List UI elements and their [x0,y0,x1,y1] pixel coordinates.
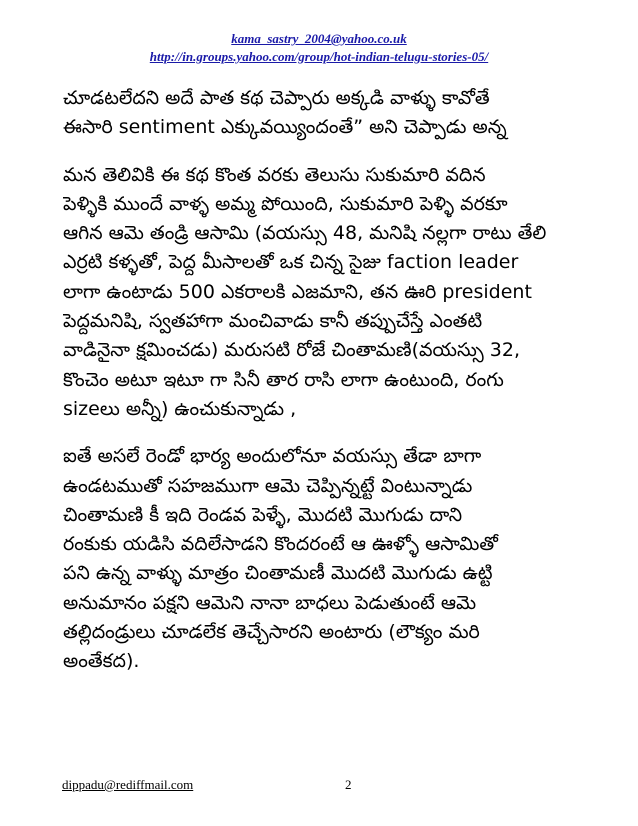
text-line: మన తెలివికి ఈ కథ కొంత వరకు తెలుసు సుకుమారి వదిన [63,163,486,186]
text-line: పెద్దమనిషి, స్వతహాగా మంచివాడు కానీ తప్పుచేస్తే ఎంతటి [63,310,483,333]
paragraph [63,442,603,676]
paragraph [63,84,603,143]
text-line: ఉండటముతో సహజముగా ఆమె చెప్పిన్నట్టే వింటున్నాడు [63,474,473,497]
text-line: లాగా ఉంటాడు 500 ఎకరాలకి ఎజమాని, తన ఊరి president [63,280,532,303]
text-line: ఐతే అసలే రెండో భార్య అందులోనూ వయస్సు తేడా బాగా [63,445,482,468]
paragraph [63,161,603,425]
page-number: 2 [345,777,352,792]
text-line: పెళ్ళికి ముందే వాళ్ళ అమ్మ పోయింది, సుకుమారి పెళ్ళి వరకూ [63,192,508,215]
text-line: అనుమానం పక్షని ఆమెని నానా బాధలు పెడుతుంటే ఆమె [63,591,477,614]
text-line: చింతామణి కీ ఇది రెండవ పెళ్ళే, మొదటి మొగుడు దాని [63,503,463,526]
header-email-link[interactable]: kama_sastry_2004@yahoo.co.uk [231,31,407,46]
text-line: పని ఉన్న వాళ్ళు మాత్రం చింతామణీ మొదటి మొగుడు ఉట్టి [63,562,493,585]
text-line: వాడినైనా క్షమించడు) మరుసటి రోజే చింతామణి(వయస్సు 32, [63,339,521,362]
text-line: రంకుకు యడిసి వదిలేసాడని కొందరంటే ఆ ఊళ్ళో ఆసామితో [63,533,498,556]
text-line: తల్లిదండ్రులు చూడలేక తెచ్చేసారని అంటారు (లౌక్యం మరి [63,621,480,644]
text-line: కొంచెం అటూ ఇటూ గా సినీ తార రాసి లాగా ఉంటుంది, రంగు [63,368,504,391]
text-line: ఈసారి sentiment ఎక్కువయ్యిందంతే” అని చెప్పాడు అన్న [63,116,507,139]
footer-email[interactable]: dippadu@rediffmail.com [62,777,194,792]
header-group-link[interactable]: http://in.groups.yahoo.com/group/hot-indian-telugu-stories-05/ [149,49,489,64]
text-line: ఆగిన ఆమె తండ్రి ఆసామి (వయస్సు 48, మనిషి నల్లగా రాటు తేలి [63,222,547,245]
page-header [0,30,638,66]
story-body [63,84,603,695]
text-line: sizeలు అన్నీ) ఉంచుకున్నాడు , [63,397,297,420]
text-line: చూడటలేదని అదే పాత కథ చెప్పారు అక్కడి వాళ్ళు కావోతే [63,87,490,109]
text-line: అంతేకద). [63,650,140,673]
text-line: ఎర్రటి కళ్ళతో, పెద్ద మీసాలతో ఒక చిన్న సైజు faction leader [63,251,519,274]
